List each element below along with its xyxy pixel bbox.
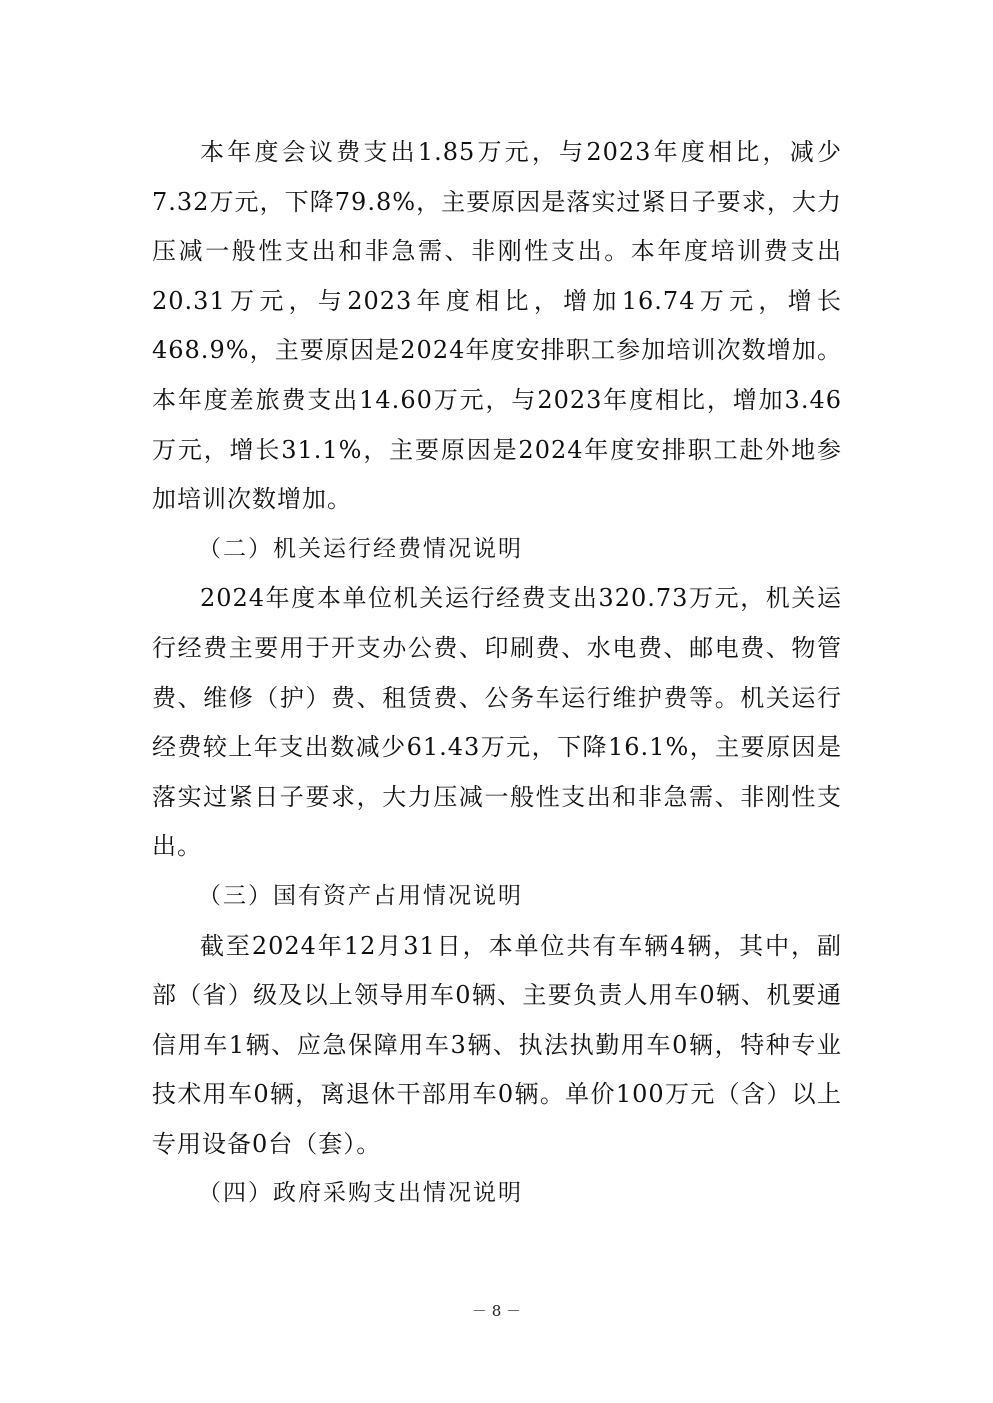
paragraph-meeting-training-travel-expenses: 本年度会议费支出1.85万元，与2023年度相比，减少7.32万元，下降79.8%，主要原因是落实过紧日子要求，大力压减一般性支出和非急需、非刚性支出。本年度培训费支出20.31万元，与2023年度相比，增加16.74万元，增长468.9%，主要原因是2024年度安排职工参加培训次数增加。本年度差旅费支出14.60万元，与2023年度相比，增加3.46万元，增长31.1%，主要原因是2024年度安排职工赴外地参加培训次数增加。 [152, 138, 842, 514]
page-number: － 8 － [471, 1302, 522, 1320]
heading-government-procurement: （四）政府采购支出情况说明 [198, 1180, 523, 1207]
heading-operating-expenses: （二）机关运行经费情况说明 [198, 535, 523, 562]
paragraph-state-assets: 截至2024年12月31日，本单位共有车辆4辆，其中，副部（省）级及以上领导用车0辆、主要负责人用车0辆、机要通信用车1辆、应急保障用车3辆、执法执勤用车0辆，特种专业技术用车0辆，离退休干部用车0辆。单价100万元（含）以上专用设备0台（套）。 [152, 931, 842, 1158]
paragraph-operating-expenses: 2024年度本单位机关运行经费支出320.73万元，机关运行经费主要用于开支办公费、印刷费、水电费、邮电费、物管费、维修（护）费、租赁费、公务车运行维护费等。机关运行经费较上年支出数减少61.43万元，下降16.1%，主要原因是落实过紧日子要求，大力压减一般性支出和非急需、非刚性支出。 [152, 584, 842, 861]
document-body [152, 128, 842, 1219]
heading-state-assets: （三）国有资产占用情况说明 [198, 882, 523, 909]
